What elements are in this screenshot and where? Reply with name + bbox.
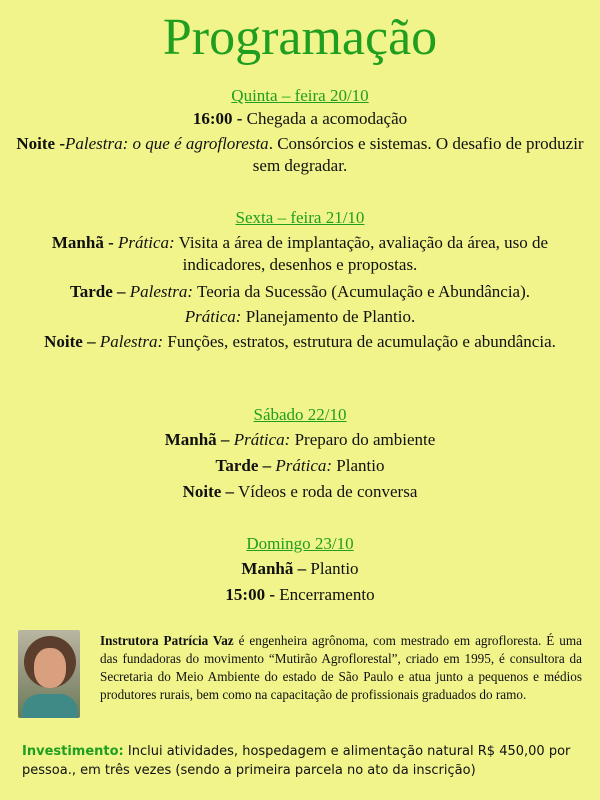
activity-text: Teoria da Sucessão (Acumulação e Abundância). [193,282,531,301]
schedule-line [14,481,586,503]
page-title: Programação [162,9,438,66]
activity-type: Prática: [184,307,242,326]
day-heading-thursday: Quinta – feira 20/10 [231,86,369,105]
time-label: Noite - [16,134,66,153]
time-label: Manhã – [164,430,230,449]
time-label: 15:00 - [225,585,275,604]
investment-text: Inclui atividades, hospedagem e alimentação natural R$ 450,00 por pessoa., em três vezes (sendo a primeira parcela no ato da inscrição) [22,744,571,778]
activity-text: Funções, estratos, estrutura de acumulação e abundância. [163,332,556,351]
time-label: Manhã – [241,559,307,578]
instructor-description: é engenheira agrônoma, com mestrado em agrofloresta. É uma das fundadoras do movimento “Mutirão Agroflorestal”, criado em 1995, é consultora da Secretaria do Meio Ambiente do estado de São Paulo e atua junto a pequenos e médios produtores rurais, bem como na capacitação de profissionais graduados do ramo. [100,633,582,702]
schedule-line [14,558,586,580]
activity-text: Vídeos e roda de conversa [234,482,418,501]
instructor-name: Instrutora Patrícia Vaz [100,633,234,648]
instructor-photo [18,630,80,718]
activity-text: Visita a área de implantação, avaliação da área, uso de indicadores, desenhos e propostas. [174,233,549,274]
activity-text: Chegada a acomodação [242,109,408,128]
activity-type: Prática: [113,233,175,252]
time-label: Manhã - [51,233,114,252]
day-heading-friday: Sexta – feira 21/10 [235,208,365,227]
activity-type: Palestra: [125,282,194,301]
schedule-line [40,331,560,353]
time-label: Tarde – [69,282,126,301]
investment-label: Investimento: [22,744,124,759]
schedule-line [14,232,586,276]
time-label: 16:00 - [192,109,243,128]
activity-text: Plantio [306,559,359,578]
activity-text: Encerramento [274,585,375,604]
activity-type: Palestra: o que é agrofloresta [65,134,269,153]
time-label: Noite – [44,332,96,351]
activity-text: . Consórcios e sistemas. O desafio de produzir sem degradar. [252,134,584,175]
schedule-line [14,429,586,451]
schedule-line [14,281,586,303]
schedule-line [14,108,586,130]
activity-text: Planejamento de Plantio. [241,307,416,326]
activity-type: Prática: [229,430,291,449]
time-label: Tarde – [215,456,272,475]
day-heading-saturday: Sábado 22/10 [253,405,347,424]
schedule-line [14,584,586,606]
instructor-bio [100,632,582,704]
schedule-line [14,455,586,477]
activity-type: Prática: [271,456,333,475]
day-heading-sunday: Domingo 23/10 [246,534,354,553]
time-label: Noite – [182,482,235,501]
investment-info [22,742,582,780]
activity-type: Palestra: [95,332,164,351]
activity-text: Preparo do ambiente [290,430,436,449]
schedule-line [14,306,586,328]
activity-text: Plantio [332,456,385,475]
schedule-line [14,133,586,177]
